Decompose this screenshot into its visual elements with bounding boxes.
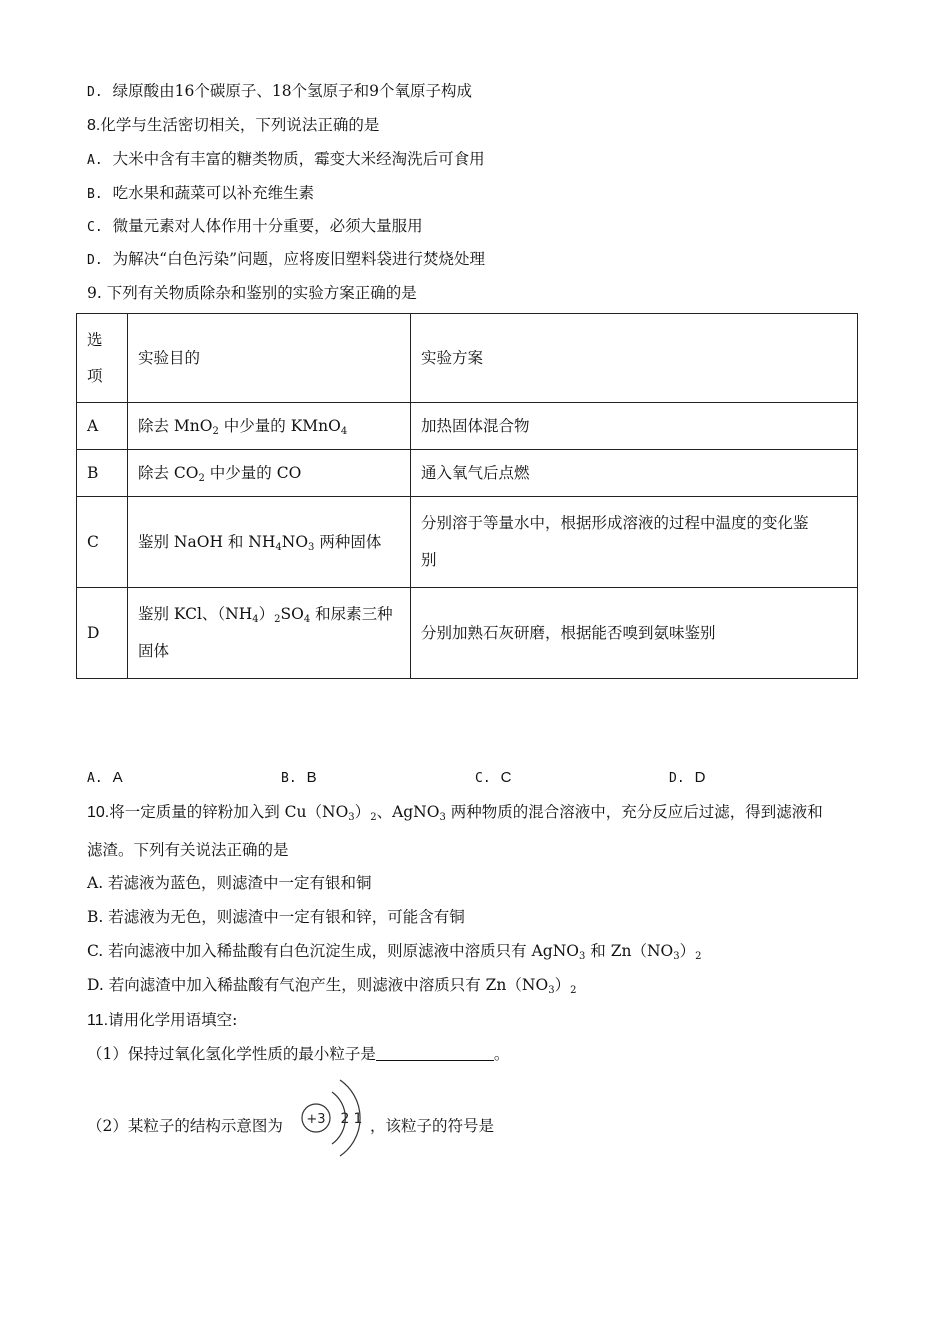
q10-option-b: B. 若滤液为无色，则滤渣中一定有银和锌，可能含有铜 [87,908,465,926]
header-option: 选 项 [77,314,128,403]
row-plan: 分别溶于等量水中，根据形成溶液的过程中温度的变化鉴 别 [411,497,858,588]
q7-option-d [87,81,472,103]
atom-structure-svg [298,1072,368,1164]
q10-option-a: A. 若滤液为蓝色，则滤渣中一定有银和铜 [87,874,372,892]
question-number: 11. [87,1012,109,1029]
q9-stem: 9. 下列有关物质除杂和鉴别的实验方案正确的是 [87,284,417,302]
q10-option-d: D. 若向滤渣中加入稀盐酸有气泡产生，则滤液中溶质只有 $Zn(NO_3)_2$ [87,976,577,996]
row-purpose: 除去 $CO_2$ 中少量的 CO [128,450,411,497]
table-row [77,588,858,679]
choice-d: D. D [669,769,706,786]
q9-choices [87,768,867,790]
question-number: 10. [87,804,110,821]
header-purpose: 实验目的 [128,314,411,403]
q8-option-c [87,216,423,238]
option-letter: A. [87,153,103,168]
choice-a: A. A [87,769,123,786]
row-plan: 加热固体混合物 [411,403,858,450]
answer-blank[interactable] [376,1045,494,1061]
q11-part2-tail: ，该粒子的符号是 [370,1117,495,1135]
q11-part1: （1）保持过氧化氢化学性质的最小粒子是 。 [87,1045,510,1063]
row-option: B [77,450,128,497]
row-plan: 分别加熟石灰研磨，根据能否嗅到氨味鉴别 [411,588,858,679]
choice-b: B. B [281,769,317,786]
q10-option-c: C. 若向滤液中加入稀盐酸有白色沉淀生成，则原滤液中溶质只有 AgNO$_3$ 和 $Zn(NO_3)_2$ [87,942,702,962]
row-option: C [77,497,128,588]
choice-c: C. C [475,769,512,786]
q11-part2-text: （2）某粒子的结构示意图为 [87,1117,283,1135]
table-row [77,497,858,588]
row-purpose: 鉴别 NaOH 和 $NH_4NO_3$ 两种固体 [128,497,411,588]
option-letter: D. [87,85,103,100]
q10-stem: 10.将一定质量的锌粉加入到 $Cu(NO_3)_2$、AgNO$_3$ 两种物质的混合溶液中，充分反应后过滤，得到滤液和 [87,803,823,823]
option-letter: B. [87,187,103,202]
q8-option-d [87,249,485,271]
atom-structure-diagram [298,1072,368,1164]
option-letter: C. [87,220,103,235]
q8-option-b [87,183,314,205]
option-text: 绿原酸由16个碳原子、18个氢原子和9个氧原子构成 [112,82,472,100]
option-text: 大米中含有丰富的糖类物质，霉变大米经淘洗后可食用 [112,150,485,168]
experiment-table [76,313,858,679]
table-header-row [77,314,858,403]
row-purpose: 除去 MnO$_2$ 中少量的 KMnO$_4$ [128,403,411,450]
shell-2-electrons: 1 [353,1111,363,1127]
header-plan: 实验方案 [411,314,858,403]
q11-stem: 11.请用化学用语填空: [87,1011,238,1029]
q8-option-a [87,149,485,171]
question-text: 化学与生活密切相关，下列说法正确的是 [100,116,380,134]
row-option: A [77,403,128,450]
option-letter: D. [87,253,103,268]
shell-1-electrons: 2 [340,1111,350,1127]
q10-stem-line2: 滤渣。下列有关说法正确的是 [87,841,289,859]
option-text: 为解决“白色污染”问题，应将废旧塑料袋进行焚烧处理 [112,250,486,268]
table-row [77,450,858,497]
option-text: 微量元素对人体作用十分重要，必须大量服用 [112,217,423,235]
nucleus-charge: +3 [306,1112,326,1127]
row-option: D [77,588,128,679]
row-purpose: 鉴别 KCl、$(NH_4)_2SO_4$ 和尿素三种 固体 [128,588,411,679]
question-number: 8. [87,117,101,134]
table-row [77,403,858,450]
option-text: 吃水果和蔬菜可以补充维生素 [112,184,315,202]
row-plan: 通入氧气后点燃 [411,450,858,497]
q8-stem [87,115,379,136]
